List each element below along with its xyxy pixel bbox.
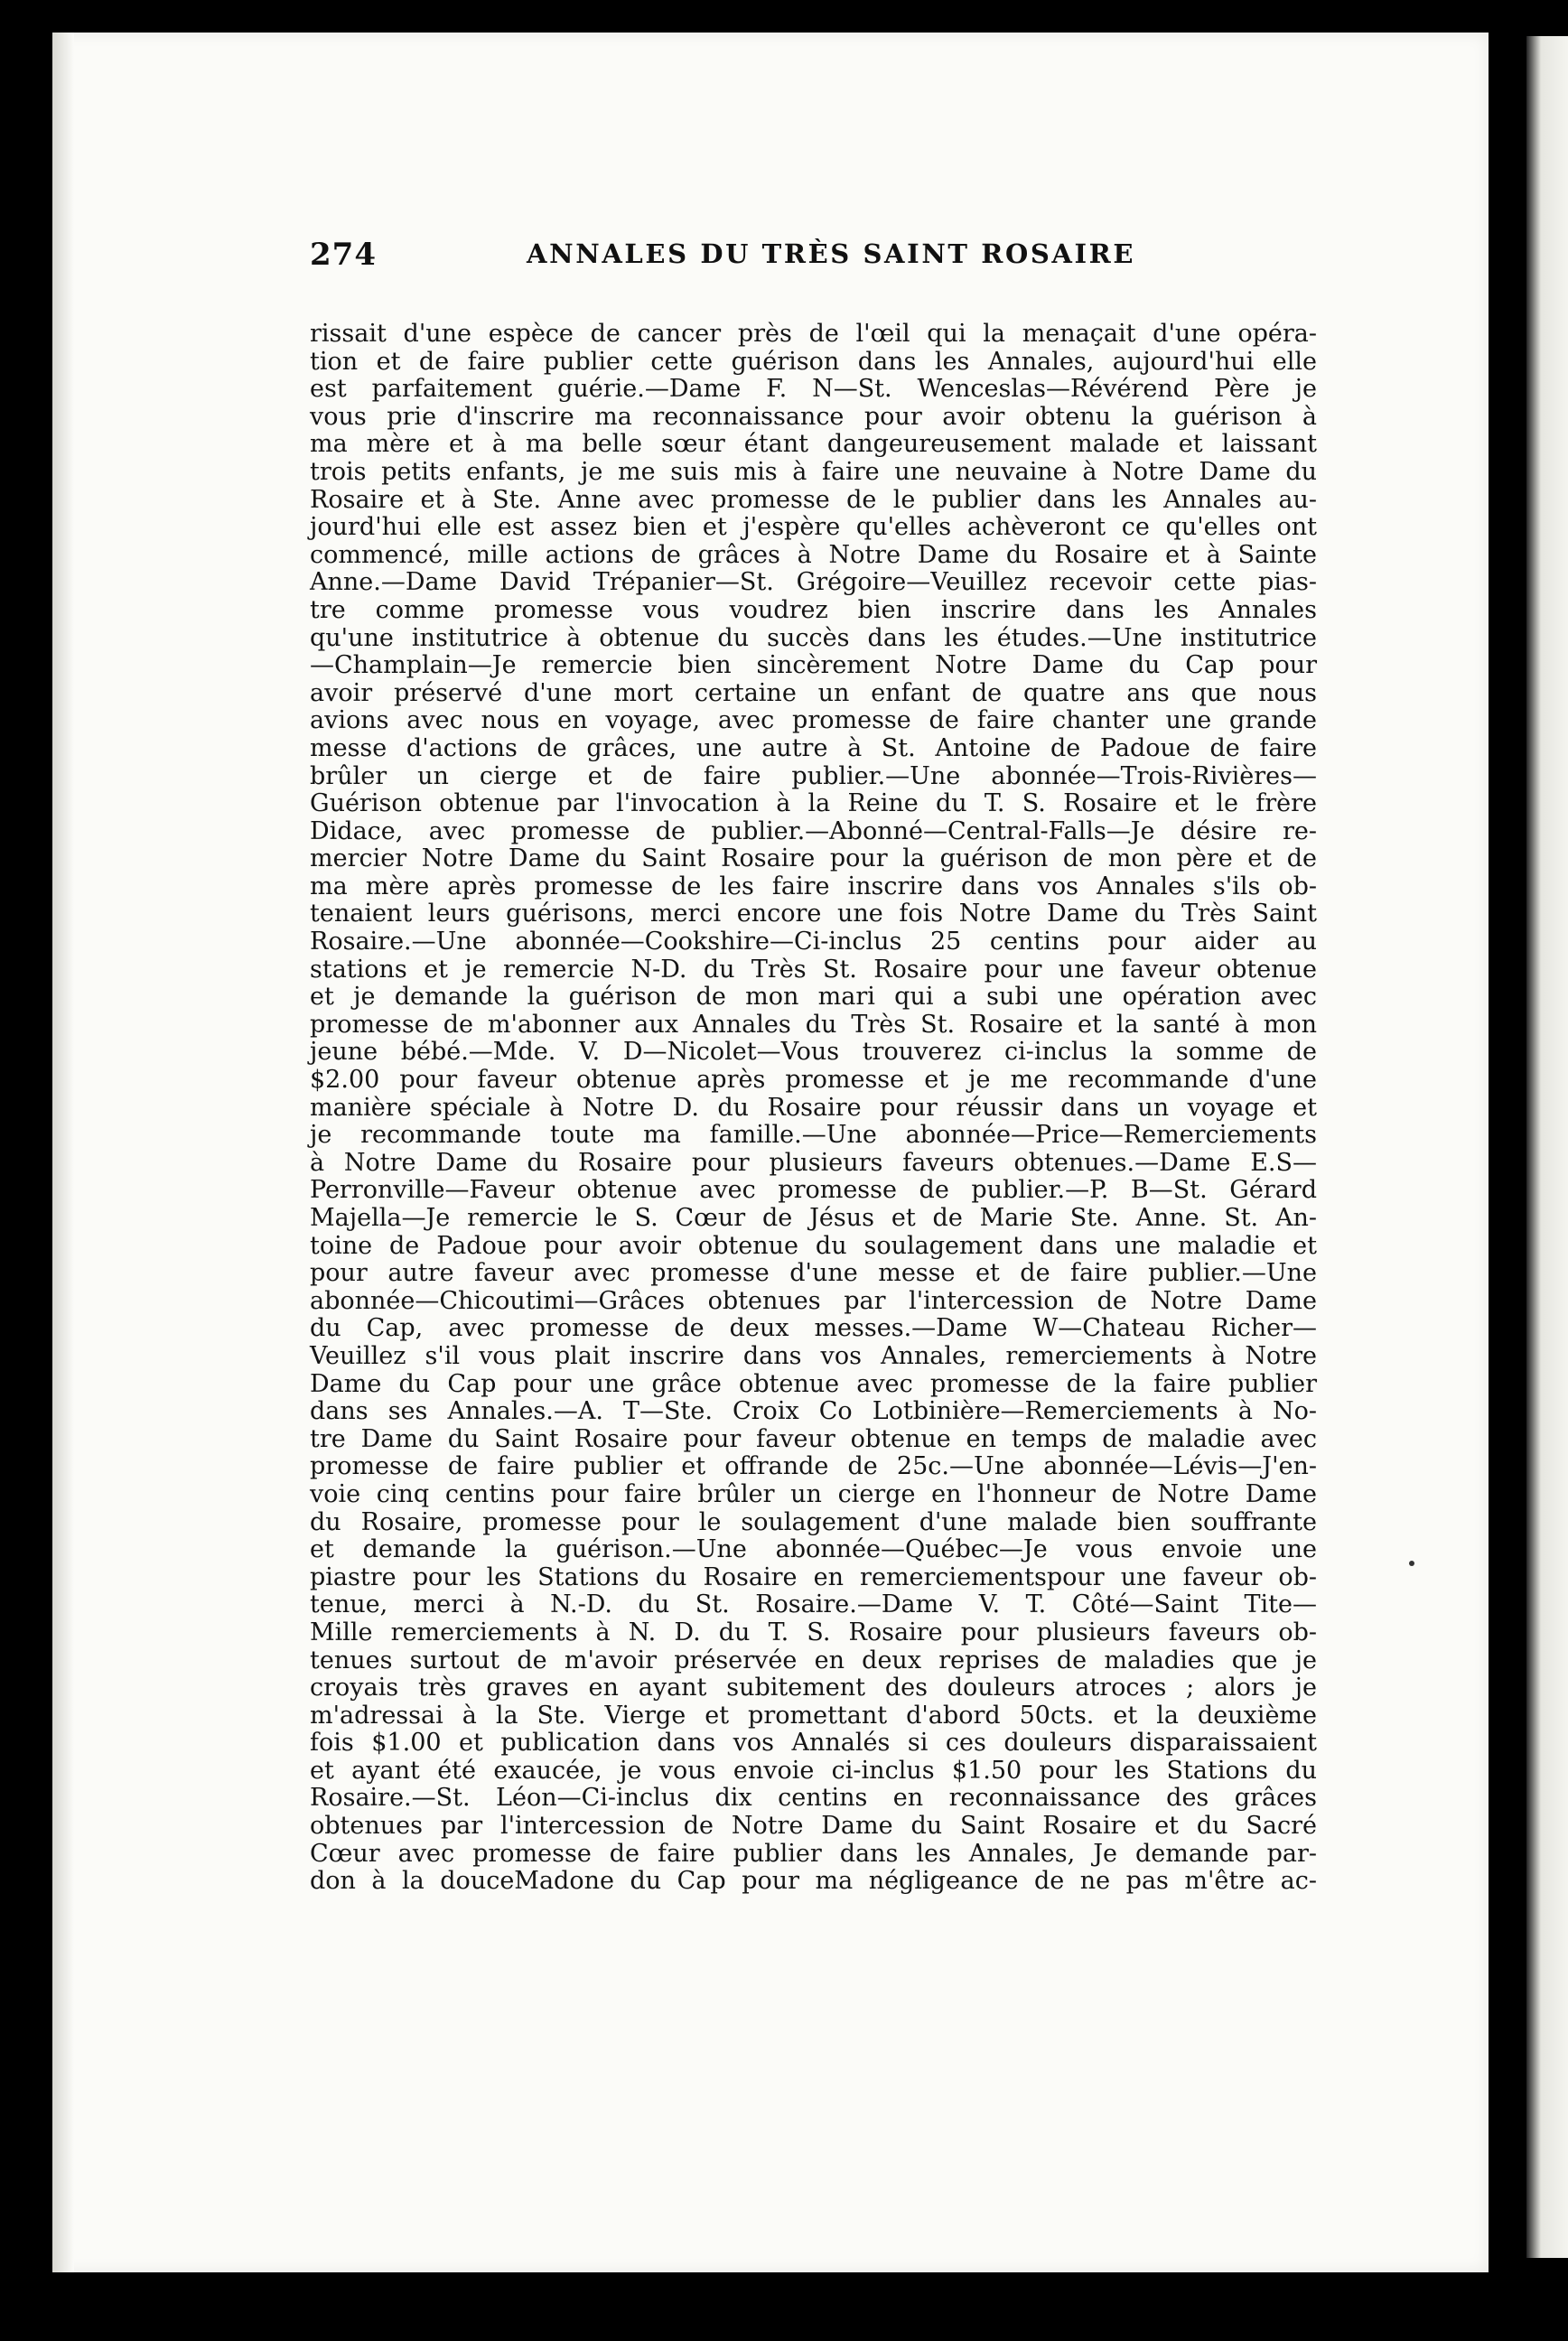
text-line: croyais très graves en ayant subitement des douleurs atroces ; alors je bbox=[310, 1674, 1317, 1702]
text-line: jourd'hui elle est assez bien et j'espère qu'elles achèveront ce qu'elles ont bbox=[310, 513, 1317, 542]
text-line: promesse de m'abonner aux Annales du Très St. Rosaire et la santé à mon bbox=[310, 1010, 1317, 1039]
text-line: dans ses Annales.—A. T—Ste. Croix Co Lotbinière—Remerciements à No- bbox=[310, 1397, 1317, 1426]
text-line: tenues surtout de m'avoir préservée en deux reprises de maladies que je bbox=[310, 1646, 1317, 1674]
text-line: pour autre faveur avec promesse d'une messe et de faire publier.—Une bbox=[310, 1259, 1317, 1288]
text-line: Perronville—Faveur obtenue avec promesse de publier.—P. B—St. Gérard bbox=[310, 1176, 1317, 1205]
text-line: promesse de faire publier et offrande de 25c.—Une abonnée—Lévis—J'en- bbox=[310, 1452, 1317, 1481]
text-line: et ayant été exaucée, je vous envoie ci-inclus $1.50 pour les Stations du bbox=[310, 1756, 1317, 1785]
text-line: m'adressai à la Ste. Vierge et promettant d'abord 50cts. et la deuxième bbox=[310, 1701, 1317, 1730]
text-line: Rosaire et à Ste. Anne avec promesse de le publier dans les Annales au- bbox=[310, 485, 1317, 514]
body-text bbox=[310, 321, 1317, 1896]
text-line: obtenues par l'intercession de Notre Dame du Saint Rosaire et du Sacré bbox=[310, 1812, 1317, 1841]
text-line: abonnée—Chicoutimi—Grâces obtenues par l'intercession de Notre Dame bbox=[310, 1286, 1317, 1315]
facing-page-edge bbox=[1526, 36, 1568, 2258]
text-line: toine de Padoue pour avoir obtenue du soulagement dans une maladie et bbox=[310, 1231, 1317, 1260]
text-line: trois petits enfants, je me suis mis à faire une neuvaine à Notre Dame du bbox=[310, 457, 1317, 486]
text-line: tenue, merci à N.-D. du St. Rosaire.—Dame V. T. Côté—Saint Tite— bbox=[310, 1590, 1317, 1619]
text-line: Cœur avec promesse de faire publier dans les Annales, Je demande par- bbox=[310, 1839, 1317, 1868]
text-line: et demande la guérison.—Une abonnée—Québec—Je vous envoie une bbox=[310, 1535, 1317, 1564]
text-line: tre Dame du Saint Rosaire pour faveur obtenue en temps de maladie avec bbox=[310, 1424, 1317, 1453]
text-line: Dame du Cap pour une grâce obtenue avec promesse de la faire publier bbox=[310, 1369, 1317, 1398]
text-line: jeune bébé.—Mde. V. D—Nicolet—Vous trouverez ci-inclus la somme de bbox=[310, 1038, 1317, 1067]
text-line: $2.00 pour faveur obtenue après promesse et je me recommande d'une bbox=[310, 1066, 1317, 1095]
text-line: Majella—Je remercie le S. Cœur de Jésus et de Marie Ste. Anne. St. An- bbox=[310, 1204, 1317, 1232]
page-header bbox=[310, 237, 1317, 280]
text-line: tion et de faire publier cette guérison dans les Annales, aujourd'hui elle bbox=[310, 347, 1317, 376]
text-line: manière spéciale à Notre D. du Rosaire pour réussir dans un voyage et bbox=[310, 1093, 1317, 1122]
text-line: vous prie d'inscrire ma reconnaissance pour avoir obtenu la guérison à bbox=[310, 402, 1317, 431]
text-line: Veuillez s'il vous plait inscrire dans vos Annales, remerciements à Notre bbox=[310, 1341, 1317, 1370]
margin-speck bbox=[1409, 1561, 1414, 1566]
text-line: avions avec nous en voyage, avec promesse de faire chanter une grande bbox=[310, 706, 1317, 735]
text-line: à Notre Dame du Rosaire pour plusieurs faveurs obtenues.—Dame E.S— bbox=[310, 1148, 1317, 1177]
text-line: du Cap, avec promesse de deux messes.—Dame W—Chateau Richer— bbox=[310, 1314, 1317, 1343]
text-line: je recommande toute ma famille.—Une abonnée—Price—Remerciements bbox=[310, 1121, 1317, 1150]
text-line: Rosaire.—St. Léon—Ci-inclus dix centins en reconnaissance des grâces bbox=[310, 1784, 1317, 1813]
page-number: 274 bbox=[310, 237, 377, 273]
text-line: Rosaire.—Une abonnée—Cookshire—Ci-inclus 25 centins pour aider au bbox=[310, 928, 1317, 956]
text-line: fois $1.00 et publication dans vos Annalés si ces douleurs disparaissaient bbox=[310, 1729, 1317, 1758]
text-line: don à la douceMadone du Cap pour ma négligeance de ne pas m'être ac- bbox=[310, 1867, 1317, 1896]
text-line: qu'une institutrice à obtenue du succès dans les études.—Une institutrice bbox=[310, 623, 1317, 652]
text-line: brûler un cierge et de faire publier.—Une abonnée—Trois-Rivières— bbox=[310, 761, 1317, 790]
text-line: ma mère et à ma belle sœur étant dangeureusement malade et laissant bbox=[310, 430, 1317, 459]
text-line: Anne.—Dame David Trépanier—St. Grégoire—Veuillez recevoir cette pias- bbox=[310, 568, 1317, 597]
text-line: et je demande la guérison de mon mari qui a subi une opération avec bbox=[310, 983, 1317, 1012]
text-line: voie cinq centins pour faire brûler un cierge en l'honneur de Notre Dame bbox=[310, 1479, 1317, 1508]
text-line: commencé, mille actions de grâces à Notre Dame du Rosaire et à Sainte bbox=[310, 540, 1317, 569]
text-line: tre comme promesse vous voudrez bien inscrire dans les Annales bbox=[310, 595, 1317, 624]
text-line: avoir préservé d'une mort certaine un enfant de quatre ans que nous bbox=[310, 678, 1317, 707]
text-line: Didace, avec promesse de publier.—Abonné—Central-Falls—Je désire re- bbox=[310, 816, 1317, 845]
text-line: messe d'actions de grâces, une autre à St. Antoine de Padoue de faire bbox=[310, 733, 1317, 762]
text-line: du Rosaire, promesse pour le soulagement d'une malade bien souffrante bbox=[310, 1507, 1317, 1536]
page-edge-shadow bbox=[52, 33, 74, 2272]
text-line: —Champlain—Je remercie bien sincèrement Notre Dame du Cap pour bbox=[310, 651, 1317, 680]
text-line: Mille remerciements à N. D. du T. S. Rosaire pour plusieurs faveurs ob- bbox=[310, 1618, 1317, 1646]
text-line: est parfaitement guérie.—Dame F. N—St. Wenceslas—Révérend Père je bbox=[310, 375, 1317, 404]
text-line: stations et je remercie N-D. du Très St. Rosaire pour une faveur obtenue bbox=[310, 955, 1317, 984]
text-line: Guérison obtenue par l'invocation à la Reine du T. S. Rosaire et le frère bbox=[310, 789, 1317, 818]
text-line: mercier Notre Dame du Saint Rosaire pour la guérison de mon père et de bbox=[310, 844, 1317, 873]
text-line: rissait d'une espèce de cancer près de l'œil qui la menaçait d'une opéra- bbox=[310, 320, 1317, 348]
running-title: ANNALES DU TRÈS SAINT ROSAIRE bbox=[527, 238, 1136, 269]
text-line: piastre pour les Stations du Rosaire en remerciementspour une faveur ob- bbox=[310, 1562, 1317, 1591]
text-line: tenaient leurs guérisons, merci encore une fois Notre Dame du Très Saint bbox=[310, 900, 1317, 928]
text-line: ma mère après promesse de les faire inscrire dans vos Annales s'ils ob- bbox=[310, 872, 1317, 900]
